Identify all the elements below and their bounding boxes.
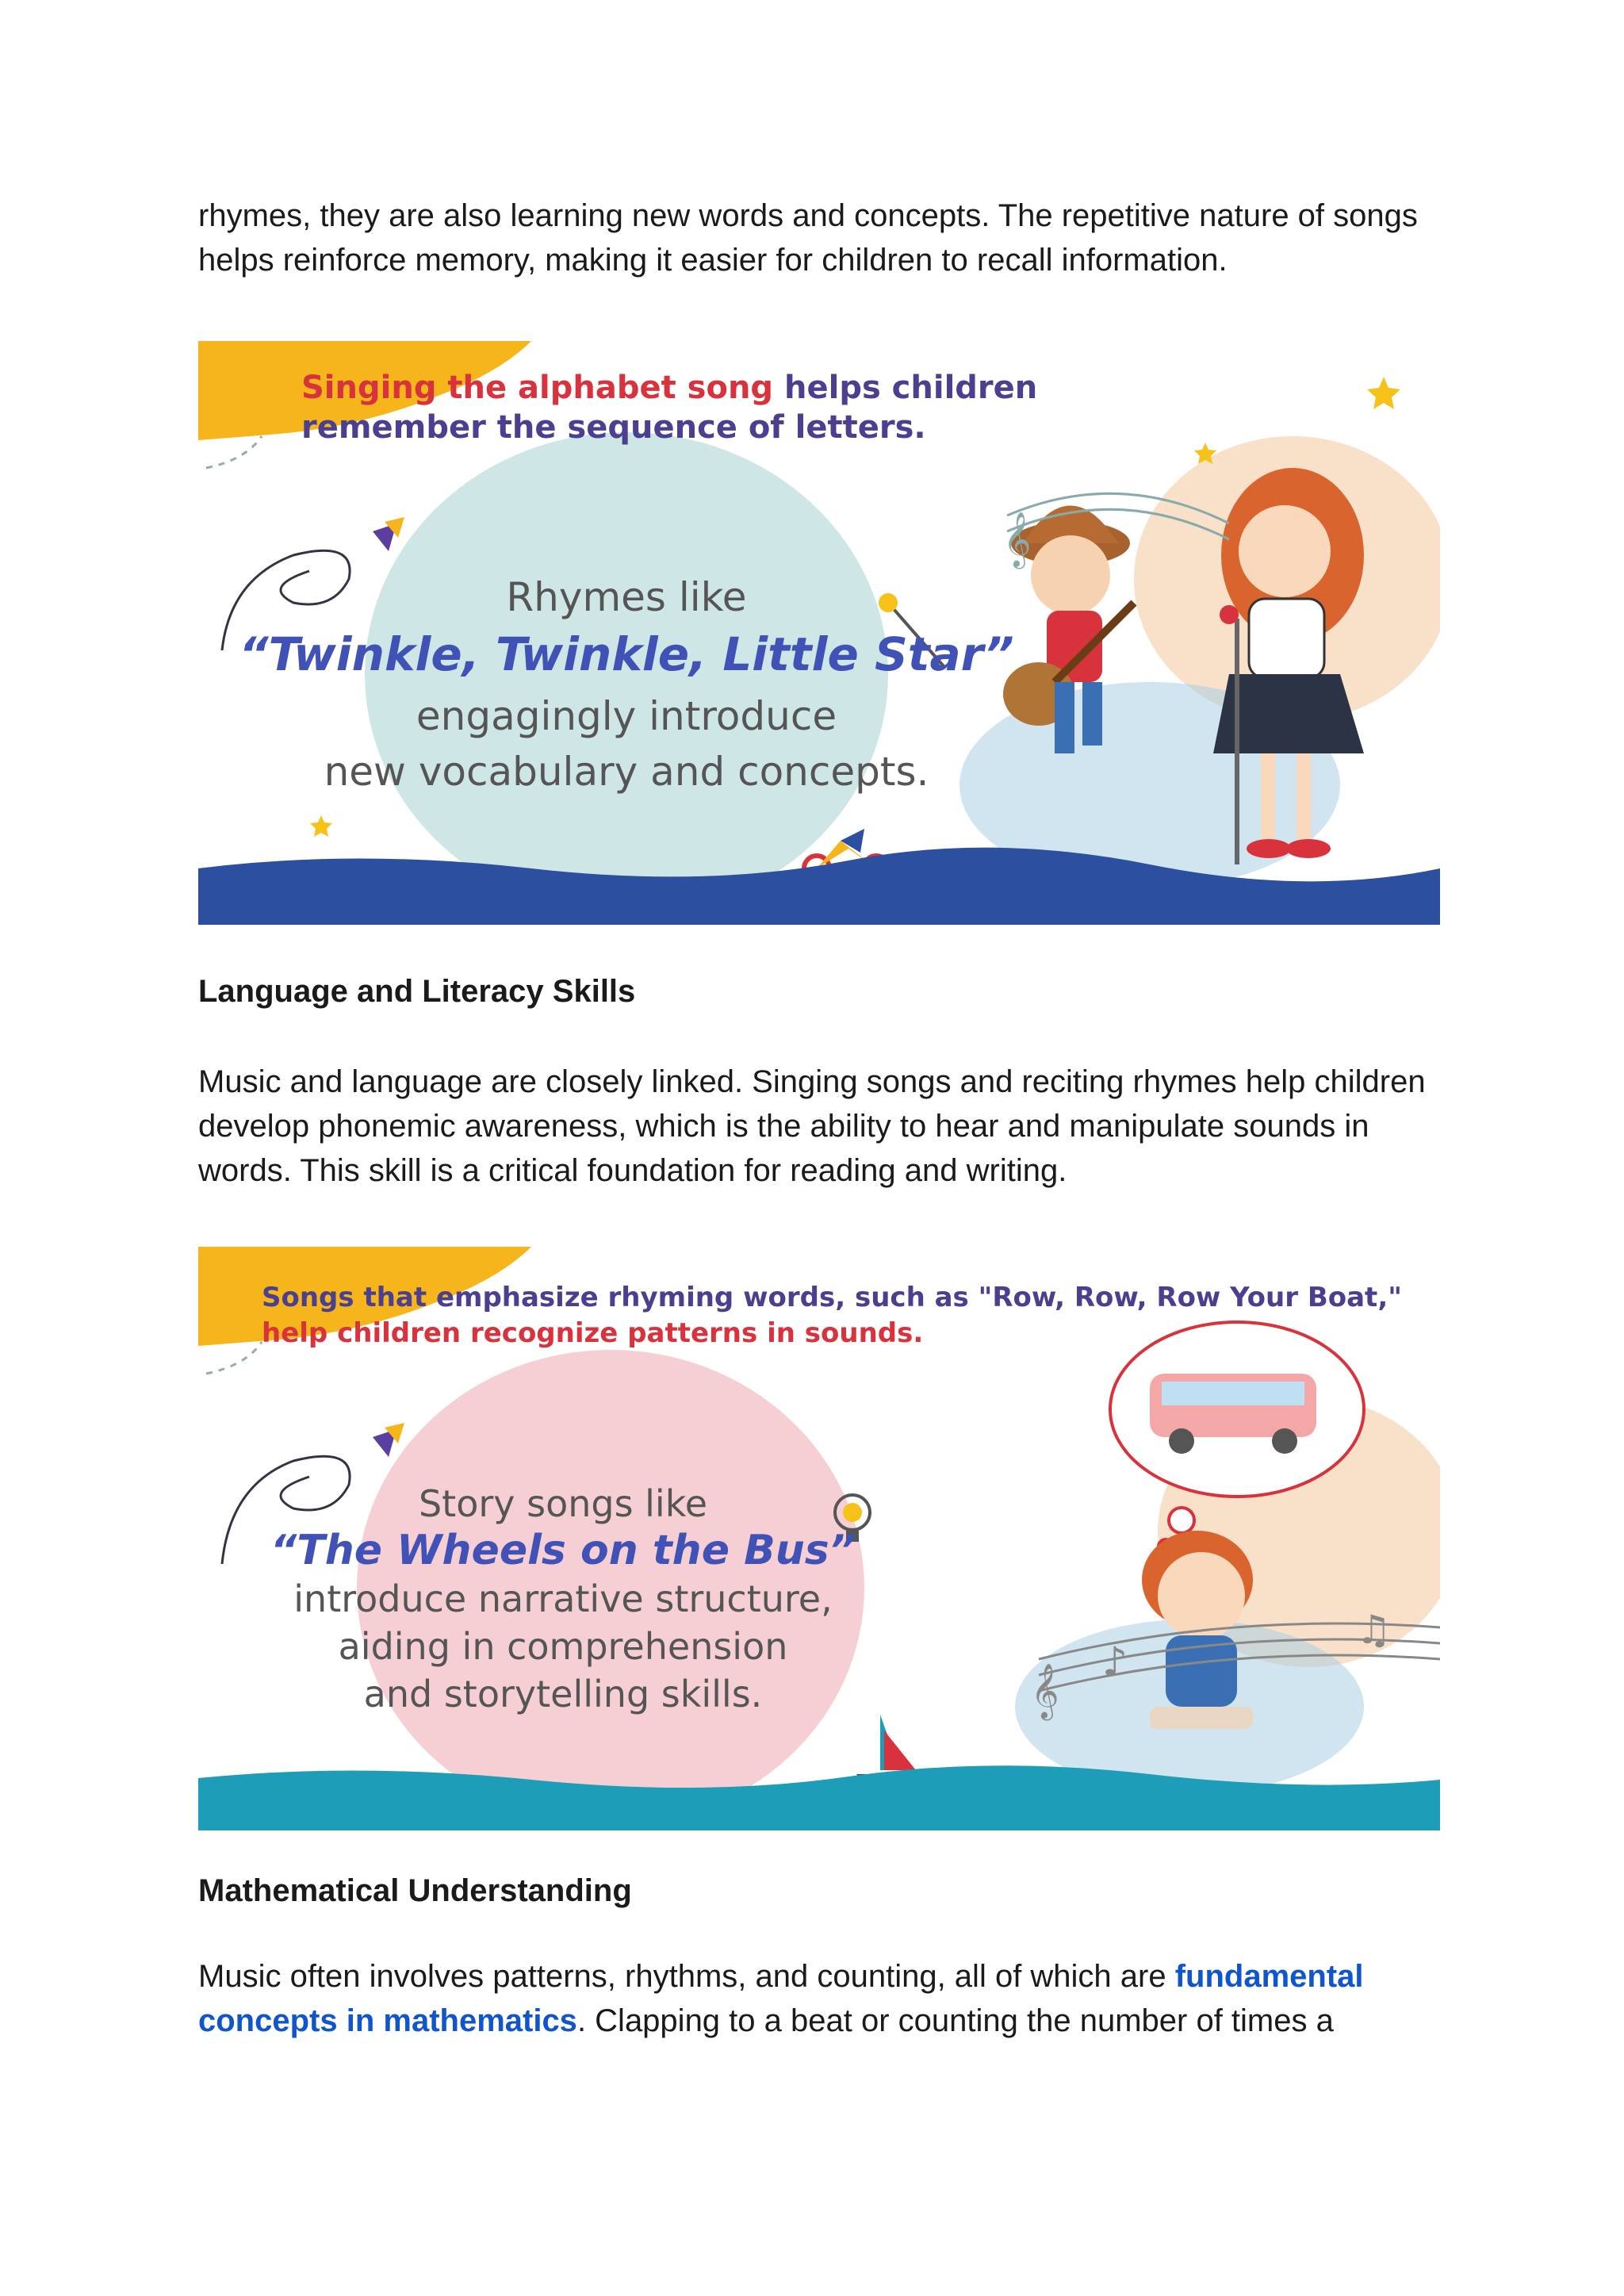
banner2-circle-line1: Story songs like bbox=[418, 1482, 708, 1525]
banner-alphabet-song-illustration bbox=[198, 341, 1440, 925]
banner1-top-purple: helps children bbox=[784, 370, 1038, 406]
treble-clef-icon: 𝄞 bbox=[1031, 1663, 1059, 1719]
banner1-circle-line1: Rhymes like bbox=[506, 574, 747, 620]
heading-mathematical-understanding: Mathematical Understanding bbox=[198, 1873, 632, 1908]
microphone-icon bbox=[1220, 605, 1239, 624]
heading-language-literacy: Language and Literacy Skills bbox=[198, 974, 636, 1009]
paragraph-memory: rhymes, they are also learning new words and concepts. The repetitive nature of songs helps reinforce memory, making it easier for children to recall information. bbox=[198, 198, 1418, 278]
paragraph-math bbox=[198, 1954, 1435, 2043]
banner1-circle-line4: new vocabulary and concepts. bbox=[324, 749, 929, 795]
banner2-circle-line5: and storytelling skills. bbox=[363, 1673, 763, 1715]
banner1-circle-line2: “Twinkle, Twinkle, Little Star” bbox=[239, 627, 1014, 681]
banner-story-songs bbox=[198, 1247, 1440, 1830]
banner2-top-line1: Songs that emphasize rhyming words, such as "Row, Row, Row Your Boat," bbox=[262, 1282, 1402, 1313]
banner1-top-red-2: the alphabet song bbox=[447, 370, 774, 406]
paragraph-math-text-2: . Clapping to a beat or counting the number of times a bbox=[576, 2003, 1334, 2038]
banner-alphabet-song bbox=[198, 341, 1440, 925]
banner1-circle-line3: engagingly introduce bbox=[416, 693, 837, 739]
banner2-top-line2: help children recognize patterns in sounds. bbox=[262, 1317, 924, 1349]
banner1-top-red-1: Singing bbox=[301, 370, 437, 406]
svg-text:Singing the alphabet s bbox=[301, 370, 1037, 406]
paragraph-language: Music and language are closely linked. Singing songs and reciting rhymes help children develop phonemic awareness, which is the ability to hear and manipulate sounds in words. This skill is a critical foundation for reading and writing. bbox=[198, 1064, 1426, 1188]
music-note-icon: ♫ bbox=[1356, 1607, 1392, 1653]
link-fundamental-concepts[interactable]: fundamental concepts in mathematics bbox=[198, 1959, 1364, 2038]
music-note-icon: ♪ bbox=[1102, 1639, 1128, 1685]
banner-story-songs-illustration bbox=[198, 1247, 1440, 1830]
banner2-circle-line3: introduce narrative structure, bbox=[293, 1577, 833, 1620]
treble-clef-icon: 𝄞 bbox=[1003, 512, 1032, 567]
banner2-circle-line2: “The Wheels on the Bus” bbox=[270, 1527, 856, 1574]
paragraph-math-text-1: Music often involves patterns, rhythms, and counting, all of which are bbox=[198, 1959, 1175, 1994]
banner1-top-line2: remember the sequence of letters. bbox=[301, 409, 926, 446]
banner2-circle-line4: aiding in comprehension bbox=[338, 1625, 788, 1668]
